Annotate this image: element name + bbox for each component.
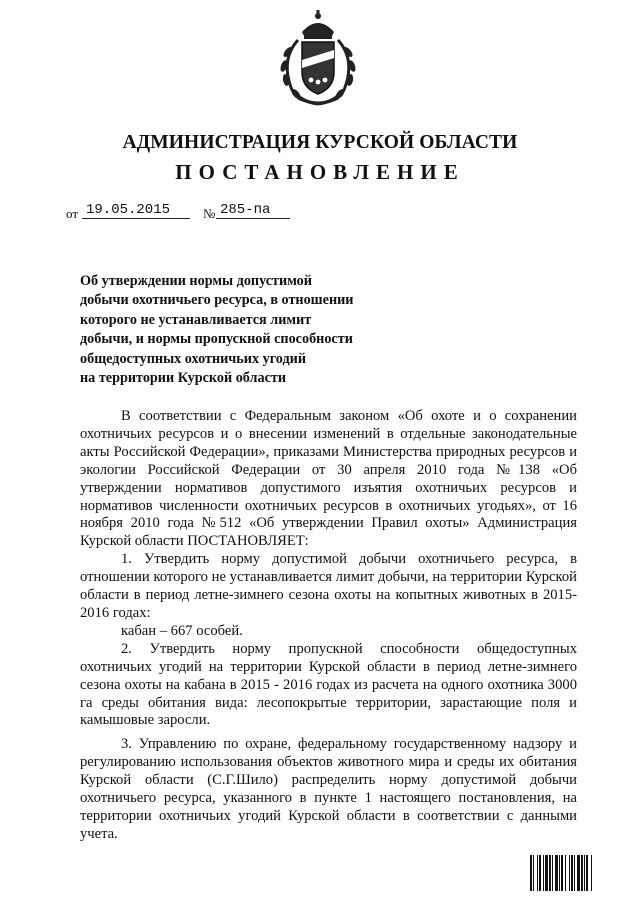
document-date: 19.05.2015: [82, 202, 190, 219]
paragraph-boar-quota: кабан – 667 особей.: [121, 622, 243, 639]
title-line: общедоступных охотничьих угодий: [80, 350, 307, 367]
paragraph-item-2: 2. Утвердить норму пропускной способности общедоступных охотничьих угодий на территории Курской области в период летне-зимнего сезона охоты на кабана в 2015 - 2016 годах из расчета на одного охотника 3000 га среды обитания вида: лесопокрытые территории, зарастающие поля и камышовые заросли.: [80, 640, 577, 729]
coat-of-arms-icon: [268, 10, 368, 106]
document-body: [80, 408, 577, 844]
title-line: добычи, и нормы пропускной способности: [80, 331, 353, 348]
paragraph-item-1: 1. Утвердить норму допустимой добычи охотничьего ресурса, в отношении которого не устанавливается лимит добычи, на территории Курской области в период летне-зимнего сезона охоты на копытных животных в 2015-2016 годах:: [80, 551, 577, 621]
title-line: добычи охотничьего ресурса, в отношении: [80, 292, 354, 309]
organization-name: АДМИНИСТРАЦИЯ КУРСКОЙ ОБЛАСТИ: [122, 132, 518, 153]
number-label: №: [203, 206, 216, 221]
title-line: которого не устанавливается лимит: [80, 311, 312, 328]
title-line: Об утверждении нормы допустимой: [80, 273, 312, 289]
document-number: 285-па: [216, 202, 290, 219]
barcode-icon: [530, 855, 616, 891]
title-line: на территории Курской области: [80, 370, 287, 387]
paragraph-item-3: 3. Управлению по охране, федеральному государственному надзору и регулированию использования объектов животного мира и среды их обитания Курской области (С.Г.Шило) распределить норму допустимой добычи охотничьего ресурса, указанного в пункте 1 настоящего постановления, на территории охотничьих угодий Курской области в соответствии с данными учета.: [80, 736, 577, 842]
document-title: [80, 272, 410, 388]
date-label: от: [66, 206, 79, 221]
document-type: ПОСТАНОВЛЕНИЕ: [175, 160, 465, 184]
paragraph-preamble: В соответствии с Федеральным законом «Об охоте и о сохранении охотничьих ресурсов и о внесении изменений в отдельные законодательные акты Российской Федерации», приказами Министерства природных ресурсов и экологии Российской Федерации от 30 апреля 2010 года №138 «Об утверждении нормативов допустимого изъятия охотничьих ресурсов и нормативов численности охотничьих ресурсов в охотничьих угодьях», от 16 ноября 2010 года №512 «Об утверждении Правил охоты» Администрация Курской области ПОСТАНОВЛЯЕТ:: [80, 408, 577, 550]
